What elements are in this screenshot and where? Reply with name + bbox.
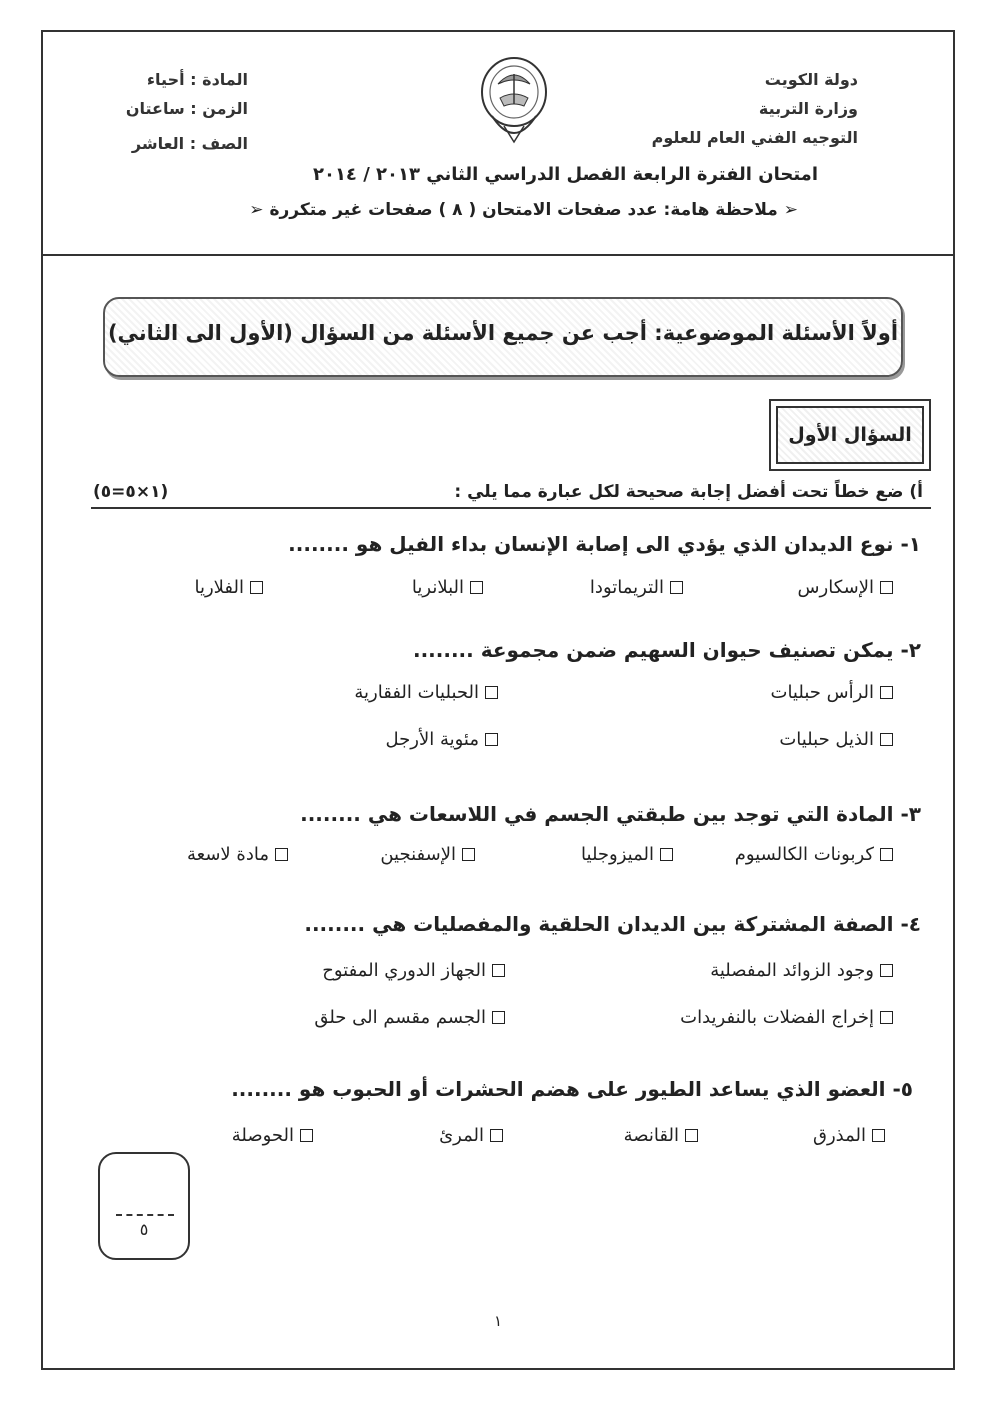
- checkbox-icon[interactable]: [485, 686, 498, 699]
- exam-title: امتحان الفترة الرابعة الفصل الدراسي الثاني ٢٠١٣ / ٢٠١٤: [312, 164, 818, 185]
- exam-page: [41, 30, 955, 1370]
- checkbox-icon[interactable]: [660, 848, 673, 861]
- q3-option-4[interactable]: مادة لاسعة: [187, 844, 288, 865]
- q2-option-1[interactable]: الرأس حبليات: [771, 682, 894, 703]
- q2-option-4[interactable]: مئوية الأرجل: [386, 729, 498, 750]
- q2-option-3[interactable]: الذيل حبليات: [779, 729, 893, 750]
- checkbox-icon[interactable]: [470, 581, 483, 594]
- q2-option-2[interactable]: الحبليات الفقارية: [354, 682, 498, 703]
- checkbox-icon[interactable]: [880, 1011, 893, 1024]
- question-label-box: [769, 399, 931, 471]
- q5-option-1[interactable]: المذرق: [813, 1125, 885, 1146]
- q4-option-3[interactable]: إخراج الفضلات بالنفريدات: [680, 1007, 893, 1028]
- question-instruction: أ) ضع خطاً تحت أفضل إجابة صحيحة لكل عبارة مما يلي :: [454, 482, 923, 502]
- q4-option-2[interactable]: الجهاز الدوري المفتوح: [322, 960, 505, 981]
- question-5-text: ٥- العضو الذي يساعد الطيور على هضم الحشرات أو الحبوب هو ........: [231, 1077, 913, 1101]
- question-marks: (١×٥=٥): [93, 482, 169, 502]
- checkbox-icon[interactable]: [880, 964, 893, 977]
- checkbox-icon[interactable]: [872, 1129, 885, 1142]
- header-grade: الصف : العاشر: [131, 134, 248, 153]
- question-1-text: ١- نوع الديدان الذي يؤدي الى إصابة الإنسان بداء الفيل هو ........: [288, 532, 921, 556]
- header-divider: [43, 254, 953, 256]
- question-2-text: ٢- يمكن تصنيف حيوان السهيم ضمن مجموعة ........: [412, 638, 921, 662]
- header-ministry: وزارة التربية: [758, 99, 858, 118]
- score-line: [116, 1214, 174, 1216]
- question-label: السؤال الأول: [776, 406, 924, 464]
- q5-option-3[interactable]: المرئ: [439, 1125, 503, 1146]
- checkbox-icon[interactable]: [492, 1011, 505, 1024]
- header-country: دولة الكويت: [764, 70, 858, 89]
- checkbox-icon[interactable]: [670, 581, 683, 594]
- checkbox-icon[interactable]: [492, 964, 505, 977]
- checkbox-icon[interactable]: [250, 581, 263, 594]
- header-department: التوجيه الفني العام للعلوم: [651, 128, 858, 147]
- instruction-underline: [91, 507, 931, 509]
- question-3-text: ٣- المادة التي توجد بين طبقتي الجسم في اللاسعات هي ........: [300, 802, 921, 826]
- question-4-text: ٤- الصفة المشتركة بين الديدان الحلقية والمفصليات هي ........: [304, 912, 921, 936]
- score-box[interactable]: [98, 1152, 190, 1260]
- section-title: أولاً الأسئلة الموضوعية: أجب عن جميع الأسئلة من السؤال (الأول الى الثاني): [107, 321, 899, 345]
- header-time: الزمن : ساعتان: [125, 99, 248, 118]
- checkbox-icon[interactable]: [490, 1129, 503, 1142]
- q3-option-3[interactable]: الإسفنجين: [380, 844, 475, 865]
- q1-option-4[interactable]: الفلاريا: [194, 577, 263, 598]
- score-denominator: ٥: [139, 1220, 149, 1239]
- checkbox-icon[interactable]: [880, 581, 893, 594]
- page-number: ١: [493, 1312, 503, 1330]
- section-heading-box: [103, 297, 903, 377]
- checkbox-icon[interactable]: [275, 848, 288, 861]
- checkbox-icon[interactable]: [485, 733, 498, 746]
- checkbox-icon[interactable]: [462, 848, 475, 861]
- q4-option-1[interactable]: وجود الزوائد المفصلية: [710, 960, 893, 981]
- q3-option-1[interactable]: كربونات الكالسيوم: [735, 844, 893, 865]
- q4-option-4[interactable]: الجسم مقسم الى حلق: [314, 1007, 505, 1028]
- q1-option-3[interactable]: البلانريا: [412, 577, 483, 598]
- checkbox-icon[interactable]: [880, 733, 893, 746]
- header-subject: المادة : أحياء: [146, 70, 248, 89]
- checkbox-icon[interactable]: [880, 686, 893, 699]
- q1-option-1[interactable]: الإسكارس: [798, 577, 893, 598]
- exam-note: ➢ ملاحظة هامة: عدد صفحات الامتحان ( ٨ ) صفحات غير متكررة ➢: [249, 200, 798, 220]
- checkbox-icon[interactable]: [685, 1129, 698, 1142]
- q5-option-4[interactable]: الحوصلة: [232, 1125, 313, 1146]
- checkbox-icon[interactable]: [300, 1129, 313, 1142]
- q1-option-2[interactable]: التريماتودا: [590, 577, 683, 598]
- kuwait-emblem-icon: [478, 54, 550, 150]
- q5-option-2[interactable]: القانصة: [624, 1125, 698, 1146]
- checkbox-icon[interactable]: [880, 848, 893, 861]
- q3-option-2[interactable]: الميزوجليا: [581, 844, 673, 865]
